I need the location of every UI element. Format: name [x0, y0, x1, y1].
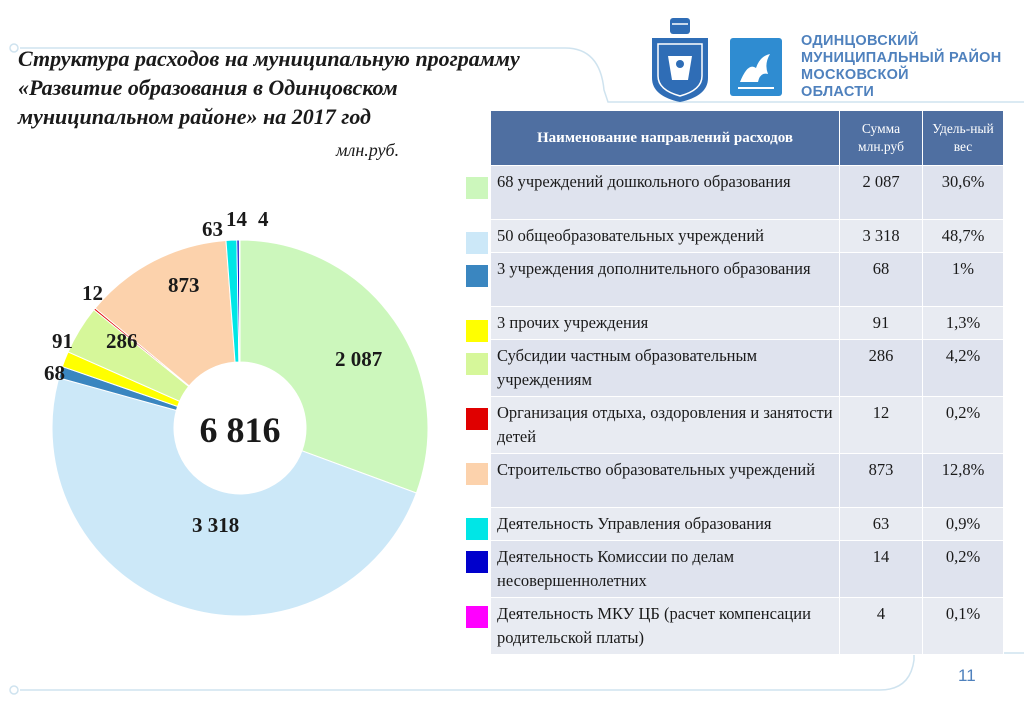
- table-row: [491, 307, 1004, 340]
- page-number: 11: [958, 666, 976, 685]
- table-header-row: [491, 111, 1004, 166]
- row-share-cell: 1,3%: [923, 307, 1004, 340]
- row-sum-cell: 286: [840, 340, 923, 397]
- slice-label: 14: [226, 207, 247, 231]
- table-row: [491, 598, 1004, 655]
- district-emblem-icon: [730, 38, 782, 96]
- coat-of-arms-icon: [652, 18, 708, 102]
- table-row: [491, 220, 1004, 253]
- expenses-table: [490, 110, 1004, 655]
- legend-swatch: [466, 518, 488, 540]
- row-sum-cell: 12: [840, 397, 923, 454]
- row-share-cell: 4,2%: [923, 340, 1004, 397]
- row-share-cell: 0,1%: [923, 598, 1004, 655]
- org-line-3: МОСКОВСКОЙ: [801, 67, 909, 83]
- row-share-cell: 0,9%: [923, 508, 1004, 541]
- slice-label: 286: [106, 329, 138, 353]
- title-line-3: муниципальном районе» на 2017 год: [18, 104, 371, 129]
- units-label: млн.руб.: [336, 140, 400, 160]
- table-row: [491, 253, 1004, 307]
- legend-swatch: [466, 606, 488, 628]
- row-sum-cell: 91: [840, 307, 923, 340]
- row-sum-cell: 2 087: [840, 166, 923, 220]
- donut-chart: [0, 200, 470, 640]
- slice-label: 63: [202, 217, 223, 241]
- row-sum-cell: 68: [840, 253, 923, 307]
- slice-label: 3 318: [192, 513, 240, 537]
- header-name: Наименование направлений расходов: [491, 111, 840, 166]
- row-sum-cell: 63: [840, 508, 923, 541]
- table-row: [491, 541, 1004, 598]
- title-line-2: «Развитие образования в Одинцовском: [18, 75, 398, 100]
- slice-label: 4: [258, 207, 269, 231]
- table-row: [491, 508, 1004, 541]
- slice-label: 873: [168, 273, 200, 297]
- row-name-cell: 68 учреждений дошкольного образования: [491, 166, 840, 220]
- row-share-cell: 12,8%: [923, 454, 1004, 508]
- title-line-1: Структура расходов на муниципальную программу: [18, 46, 520, 71]
- row-name-cell: Деятельность Управления образования: [491, 508, 840, 541]
- row-name-cell: 3 учреждения дополнительного образования: [491, 253, 840, 307]
- table-row: [491, 454, 1004, 508]
- pie-slice: [240, 240, 428, 493]
- row-sum-cell: 14: [840, 541, 923, 598]
- row-share-cell: 48,7%: [923, 220, 1004, 253]
- org-line-2: МУНИЦИПАЛЬНЫЙ РАЙОН: [801, 50, 1002, 66]
- row-name-cell: Деятельность МКУ ЦБ (расчет компенсации родительской платы): [491, 598, 840, 655]
- legend-swatch: [466, 463, 488, 485]
- slice-label: 2 087: [335, 347, 383, 371]
- header-sum: Сумма млн.руб: [840, 111, 923, 166]
- legend-swatch: [466, 551, 488, 573]
- row-share-cell: 0,2%: [923, 397, 1004, 454]
- legend-swatch: [466, 177, 488, 199]
- row-sum-cell: 3 318: [840, 220, 923, 253]
- legend-swatch: [466, 353, 488, 375]
- row-sum-cell: 4: [840, 598, 923, 655]
- row-name-cell: Субсидии частным образовательным учреждениям: [491, 340, 840, 397]
- slice-label: 91: [52, 329, 73, 353]
- table-row: [491, 166, 1004, 220]
- row-name-cell: Деятельность Комиссии по делам несовершеннолетних: [491, 541, 840, 598]
- legend-swatch: [466, 265, 488, 287]
- row-name-cell: 50 общеобразовательных учреждений: [491, 220, 840, 253]
- row-share-cell: 0,2%: [923, 541, 1004, 598]
- organization-name: [801, 33, 1002, 101]
- logo-block: [648, 14, 788, 106]
- row-sum-cell: 873: [840, 454, 923, 508]
- row-name-cell: 3 прочих учреждения: [491, 307, 840, 340]
- header-share: Удель-ный вес: [923, 111, 1004, 166]
- row-share-cell: 1%: [923, 253, 1004, 307]
- row-name-cell: Строительство образовательных учреждений: [491, 454, 840, 508]
- legend-swatch: [466, 232, 488, 254]
- slice-label: 12: [82, 281, 103, 305]
- pie-slice: [239, 240, 240, 362]
- slice-label: 68: [44, 361, 65, 385]
- center-total-label: 6 816: [199, 410, 281, 450]
- row-share-cell: 30,6%: [923, 166, 1004, 220]
- table-row: [491, 397, 1004, 454]
- table-row: [491, 340, 1004, 397]
- org-line-4: ОБЛАСТИ: [801, 84, 875, 100]
- row-name-cell: Организация отдыха, оздоровления и занятости детей: [491, 397, 840, 454]
- org-line-1: ОДИНЦОВСКИЙ: [801, 33, 919, 49]
- legend-swatch: [466, 320, 488, 342]
- legend-swatch: [466, 408, 488, 430]
